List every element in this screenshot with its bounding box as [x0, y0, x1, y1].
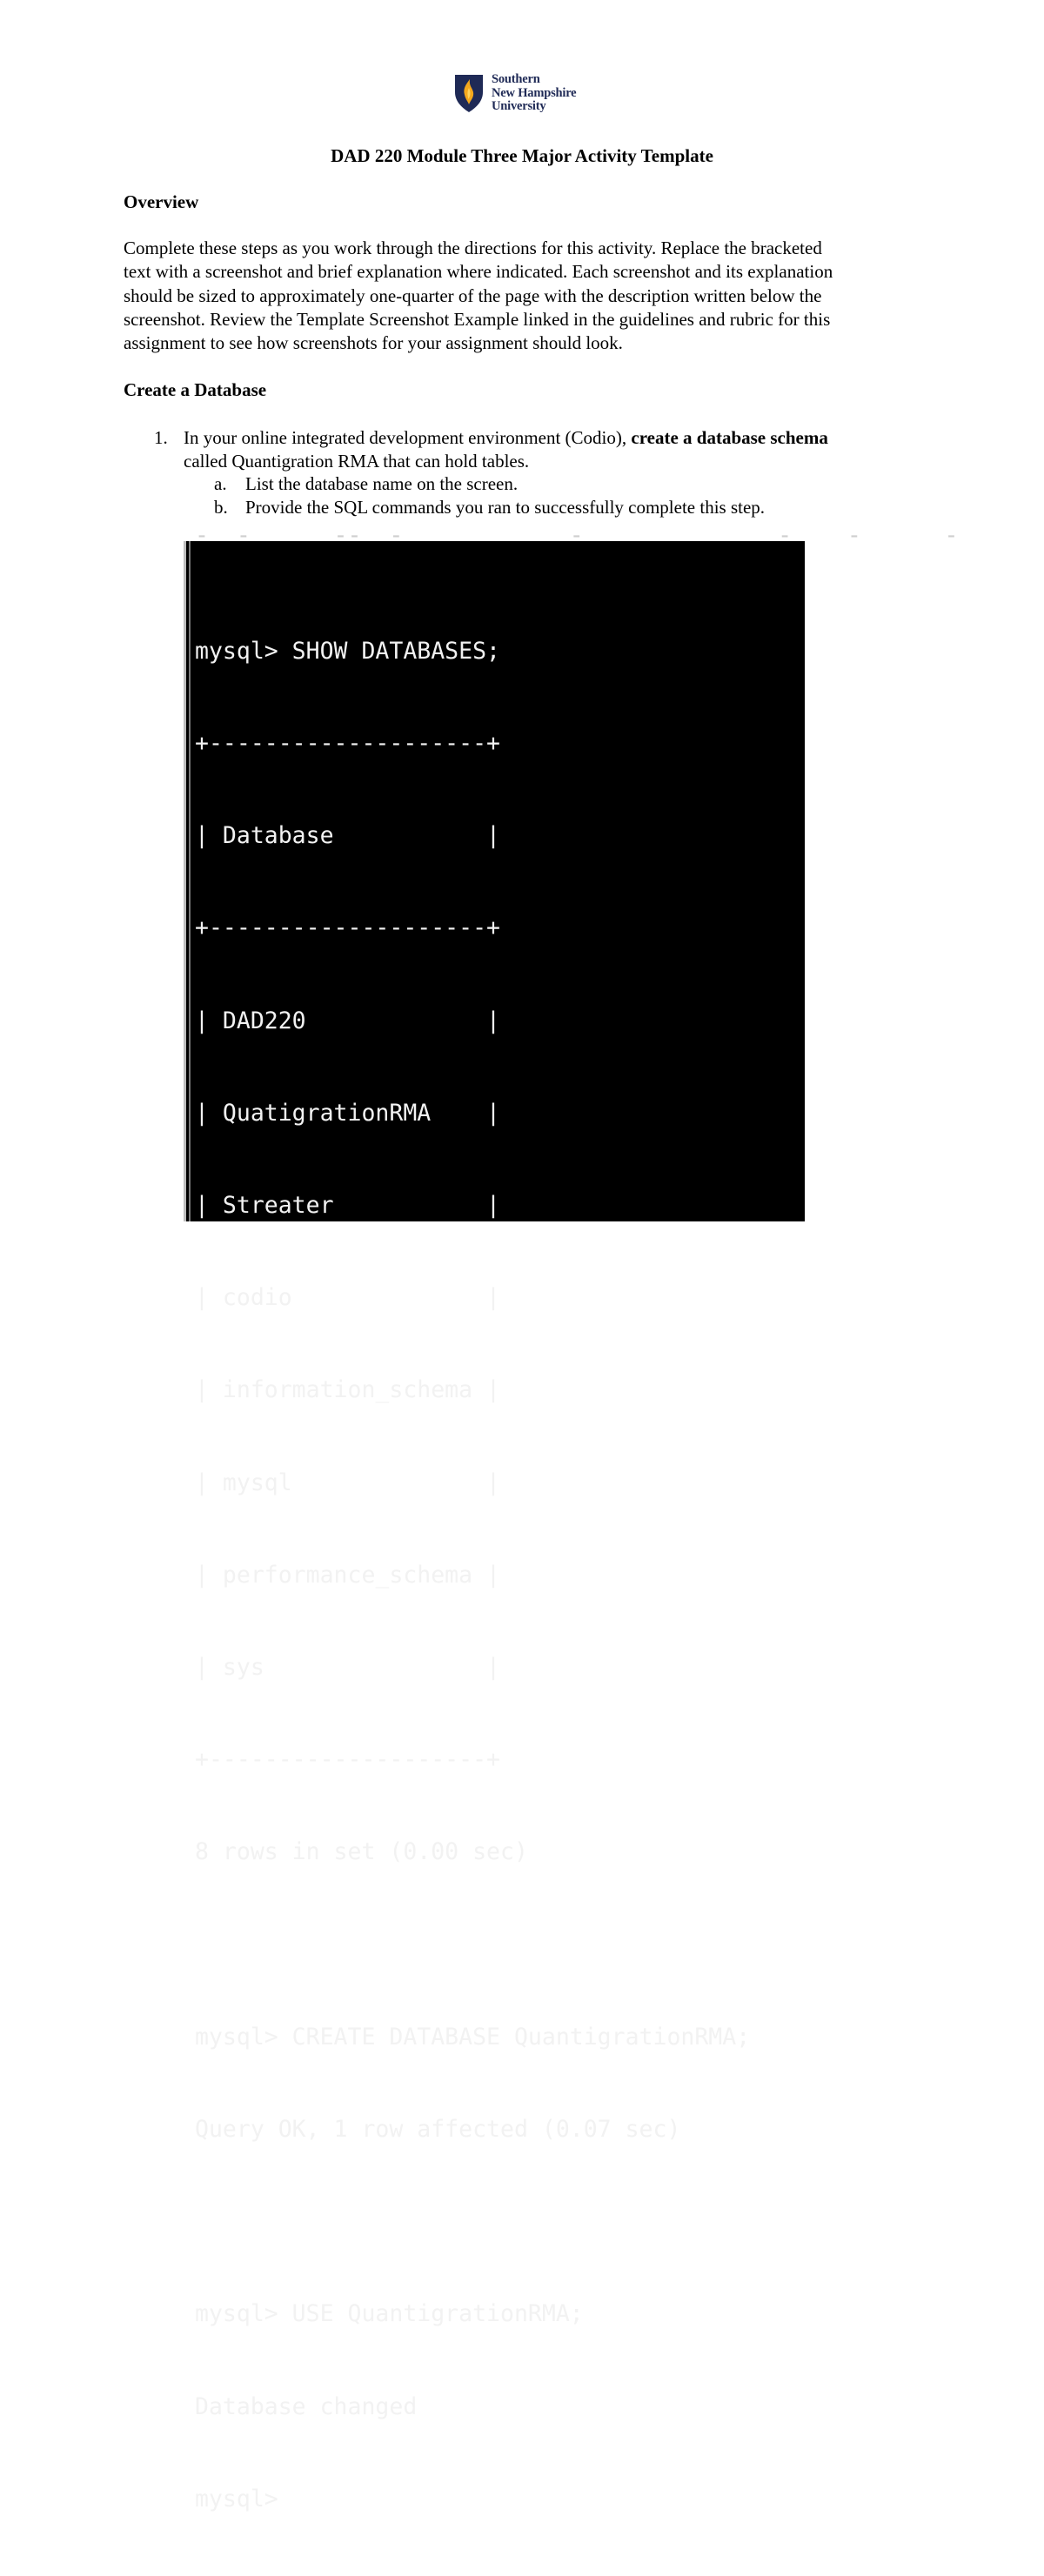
terminal-screenshot	[184, 522, 959, 2512]
overview-line: should be sized to approximately one-quarter of the page with the description written below the	[124, 284, 822, 306]
overview-line: screenshot. Review the Template Screenshot Example linked in the guidelines and rubric for this	[124, 308, 831, 330]
terminal-line: Query OK, 1 row affected (0.07 sec)	[195, 2116, 681, 2144]
subitem-letter: b.	[214, 497, 228, 518]
logo-line-3: University	[492, 99, 546, 113]
step-number: 1.	[154, 427, 168, 448]
subitem-text: List the database name on the screen.	[245, 473, 519, 494]
terminal-line: | codio |	[195, 1284, 500, 1312]
terminal-edge	[184, 541, 186, 1221]
overview-line: text with a screenshot and brief explanation where indicated. Each screenshot and its explanation	[124, 261, 833, 283]
step-text-bold: create a database schema	[631, 427, 828, 448]
terminal-line: mysql> SHOW DATABASES;	[195, 637, 500, 665]
terminal-line: +--------------------+	[195, 914, 500, 942]
terminal-line: mysql> USE QuantigrationRMA;	[195, 2300, 584, 2328]
terminal-edge-inner	[189, 541, 191, 1221]
terminal-line	[195, 2206, 750, 2237]
terminal-line: | mysql |	[195, 1469, 500, 1496]
step-text-line-1	[184, 426, 828, 450]
terminal-cursor	[282, 2485, 295, 2511]
terminal-line	[195, 1930, 750, 1960]
step-text-line-2: called Quantigration RMA that can hold tables.	[184, 450, 530, 472]
terminal-cut-line: ‐ ‐ ‐‐ ‐ ‐ ‐ ‐ ‐	[195, 522, 959, 549]
document-title: DAD 220 Module Three Major Activity Template	[331, 145, 713, 166]
terminal-line: | Database |	[195, 822, 500, 850]
overview-line: assignment to see how screenshots for your assignment should look.	[124, 332, 623, 354]
logo-wordmark	[492, 73, 576, 114]
create-database-heading: Create a Database	[124, 379, 267, 400]
shield-flame-icon	[453, 73, 485, 113]
terminal-prompt-line	[195, 2484, 750, 2514]
terminal-output	[195, 574, 750, 2576]
overview-heading: Overview	[124, 191, 199, 212]
step-text-prefix: In your online integrated development environment (Codio),	[184, 427, 632, 448]
overview-paragraph	[124, 237, 924, 355]
logo-line-1: Southern	[492, 72, 540, 86]
terminal-line: | information_schema |	[195, 1376, 500, 1404]
terminal-line: | sys |	[195, 1654, 500, 1682]
terminal-line: Database changed	[195, 2392, 418, 2420]
terminal-prompt: mysql>	[195, 2485, 278, 2512]
logo-line-2: New Hampshire	[492, 85, 577, 100]
university-logo	[453, 73, 576, 114]
terminal-line: 8 rows in set (0.00 sec)	[195, 1838, 528, 1866]
terminal-line: +--------------------+	[195, 730, 500, 758]
terminal-line: | Streater |	[195, 1192, 500, 1220]
terminal-line: | DAD220 |	[195, 1007, 500, 1034]
terminal-line: +--------------------+	[195, 1746, 500, 1774]
subitem-letter: a.	[214, 473, 227, 494]
overview-line: Complete these steps as you work through the directions for this activity. Replace the bracketed	[124, 238, 822, 258]
subitem-text: Provide the SQL commands you ran to successfully complete this step.	[245, 497, 766, 518]
terminal-line: | QuatigrationRMA |	[195, 1099, 500, 1127]
terminal-line: mysql> CREATE DATABASE QuantigrationRMA;	[195, 2023, 751, 2051]
terminal-line: | performance_schema |	[195, 1561, 500, 1589]
